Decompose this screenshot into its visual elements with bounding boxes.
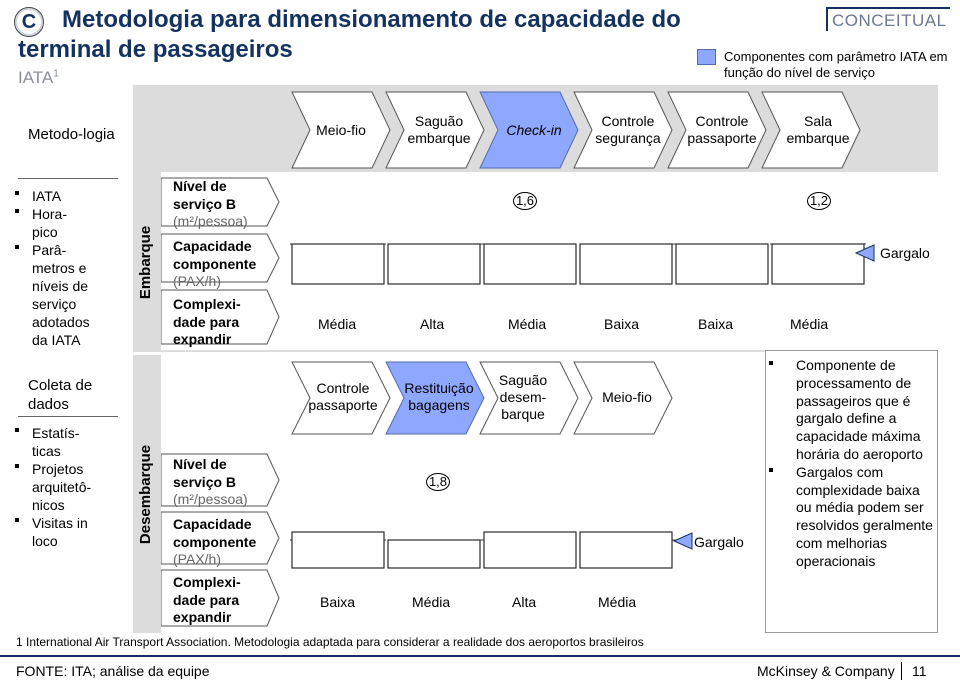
desembarque-stage-label: Controle passaporte [308, 380, 378, 413]
methodology-list [12, 187, 122, 349]
embarque-capacity-bars [290, 236, 870, 286]
capacity-unit: (PAX/h) [173, 273, 221, 289]
complexity-value: Baixa [604, 316, 640, 332]
desembarque-complexity-row [290, 594, 690, 614]
page-title: Metodologia para dimensionamento de capacidade do terminal de passageiros [18, 6, 681, 63]
section-badge: C [14, 7, 44, 37]
subtitle-footnote-mark: 1 [53, 68, 59, 80]
embarque-param-capacity [173, 238, 273, 291]
source-note: FONTE: ITA; análise da equipe [16, 663, 210, 679]
embarque-level-value: 1,6 [513, 192, 537, 210]
footer-rule [0, 655, 960, 657]
capacity-unit: (PAX/h) [173, 551, 221, 567]
complexity-value: Baixa [698, 316, 734, 332]
capacity-label: Capacidade componente [173, 516, 257, 550]
desembarque-band [133, 355, 159, 633]
embarque-level-value: 1,2 [807, 192, 831, 210]
embarque-stage-label: Saguão embarque [407, 113, 471, 146]
note-item: Gargalos com complexidade baixa ou média podem ser resolvidos geralmente com melhorias operacionais [766, 464, 937, 571]
footnote: 1 International Air Transport Association. Metodologia adaptada para considerar a realidade dos aeroportos brasileiros [16, 635, 644, 649]
desembarque-param-service-level [173, 456, 273, 509]
desembarque-capacity-bars [290, 522, 690, 572]
desembarque-param-capacity [173, 516, 273, 569]
service-level-unit: (m²/pessoa) [173, 213, 248, 229]
data-collection-item: Visitas in loco [12, 514, 92, 550]
methodology-item: Parâ-metros e níveis de serviço adotados da IATA [12, 241, 108, 349]
capacity-bar [292, 244, 384, 284]
capacity-bar [388, 244, 480, 284]
desembarque-stage-label: Saguão desem-barque [498, 371, 548, 422]
capacity-bar [676, 244, 768, 284]
complexity-value: Média [318, 316, 357, 332]
desembarque-stage-label: Restituição bagagens [404, 380, 474, 413]
gargalo-arrow-icon [854, 244, 876, 262]
desembarque-label: Desembarque [137, 444, 155, 544]
complexity-value: Média [508, 316, 547, 332]
desembarque-gargalo-label: Gargalo [694, 534, 744, 550]
footer-divider [901, 662, 902, 680]
embarque-label: Embarque [137, 225, 155, 299]
embarque-stage-label: Sala embarque [786, 113, 850, 146]
capacity-bar [580, 532, 672, 568]
note-item: Componente de processamento de passageiros que é gargalo define a capacidade máxima horária do aeroporto [766, 357, 937, 464]
notes-list [766, 357, 937, 571]
page-subtitle [18, 68, 59, 88]
capacity-bar [388, 540, 480, 568]
data-collection-title: Coleta de dados [28, 377, 93, 413]
desembarque-param-complexity: Complexi-dade para expandir [173, 574, 241, 625]
data-collection-list [12, 424, 122, 550]
capacity-bar [292, 532, 384, 568]
embarque-stage-label: Controle passaporte [687, 113, 757, 146]
methodology-item: Hora-pico [12, 205, 72, 241]
methodology-item: IATA [12, 187, 122, 205]
embarque-stage-label: Meio-fio [316, 121, 366, 138]
gargalo-arrow-icon [672, 532, 694, 550]
capacity-bar [484, 532, 576, 568]
embarque-param-service-level [173, 178, 273, 231]
legend-text: Componentes com parâmetro IATA em função do nível de serviço [724, 49, 948, 80]
capacity-bar [484, 244, 576, 284]
complexity-value: Média [412, 594, 451, 610]
complexity-value: Média [598, 594, 637, 610]
desembarque-stage-label: Meio-fio [602, 388, 652, 405]
complexity-value: Baixa [320, 594, 356, 610]
capacity-bar [772, 244, 864, 284]
embarque-stage-label: Check-in [506, 121, 562, 138]
subtitle-text: IATA [18, 68, 54, 87]
embarque-stage-label: Controle segurança [595, 113, 661, 146]
conceptual-tag: CONCEITUAL [826, 7, 950, 31]
service-level-label: Nível de serviço B [173, 456, 237, 490]
complexity-value: Alta [512, 594, 537, 610]
methodology-title: Metodo-logia [28, 126, 115, 143]
capacity-bar [580, 244, 672, 284]
service-level-unit: (m²/pessoa) [173, 491, 248, 507]
embarque-param-complexity: Complexi-dade para expandir [173, 296, 241, 347]
desembarque-level-value: 1,8 [426, 473, 450, 491]
brand-name: McKinsey & Company [757, 663, 895, 679]
complexity-value: Alta [420, 316, 445, 332]
data-collection-divider [18, 416, 118, 417]
complexity-value: Média [790, 316, 829, 332]
data-collection-item: Estatís-ticas [12, 424, 82, 460]
service-level-label: Nível de serviço B [173, 178, 237, 212]
methodology-divider [18, 178, 118, 179]
embarque-gargalo-label: Gargalo [880, 245, 930, 261]
capacity-label: Capacidade componente [173, 238, 257, 272]
embarque-band [133, 172, 159, 352]
legend-swatch [697, 49, 716, 65]
embarque-complexity-row [290, 316, 870, 336]
notes-box [765, 350, 938, 633]
page-number: 11 [912, 663, 927, 679]
data-collection-item: Projetos arquitetô-nicos [12, 460, 102, 514]
